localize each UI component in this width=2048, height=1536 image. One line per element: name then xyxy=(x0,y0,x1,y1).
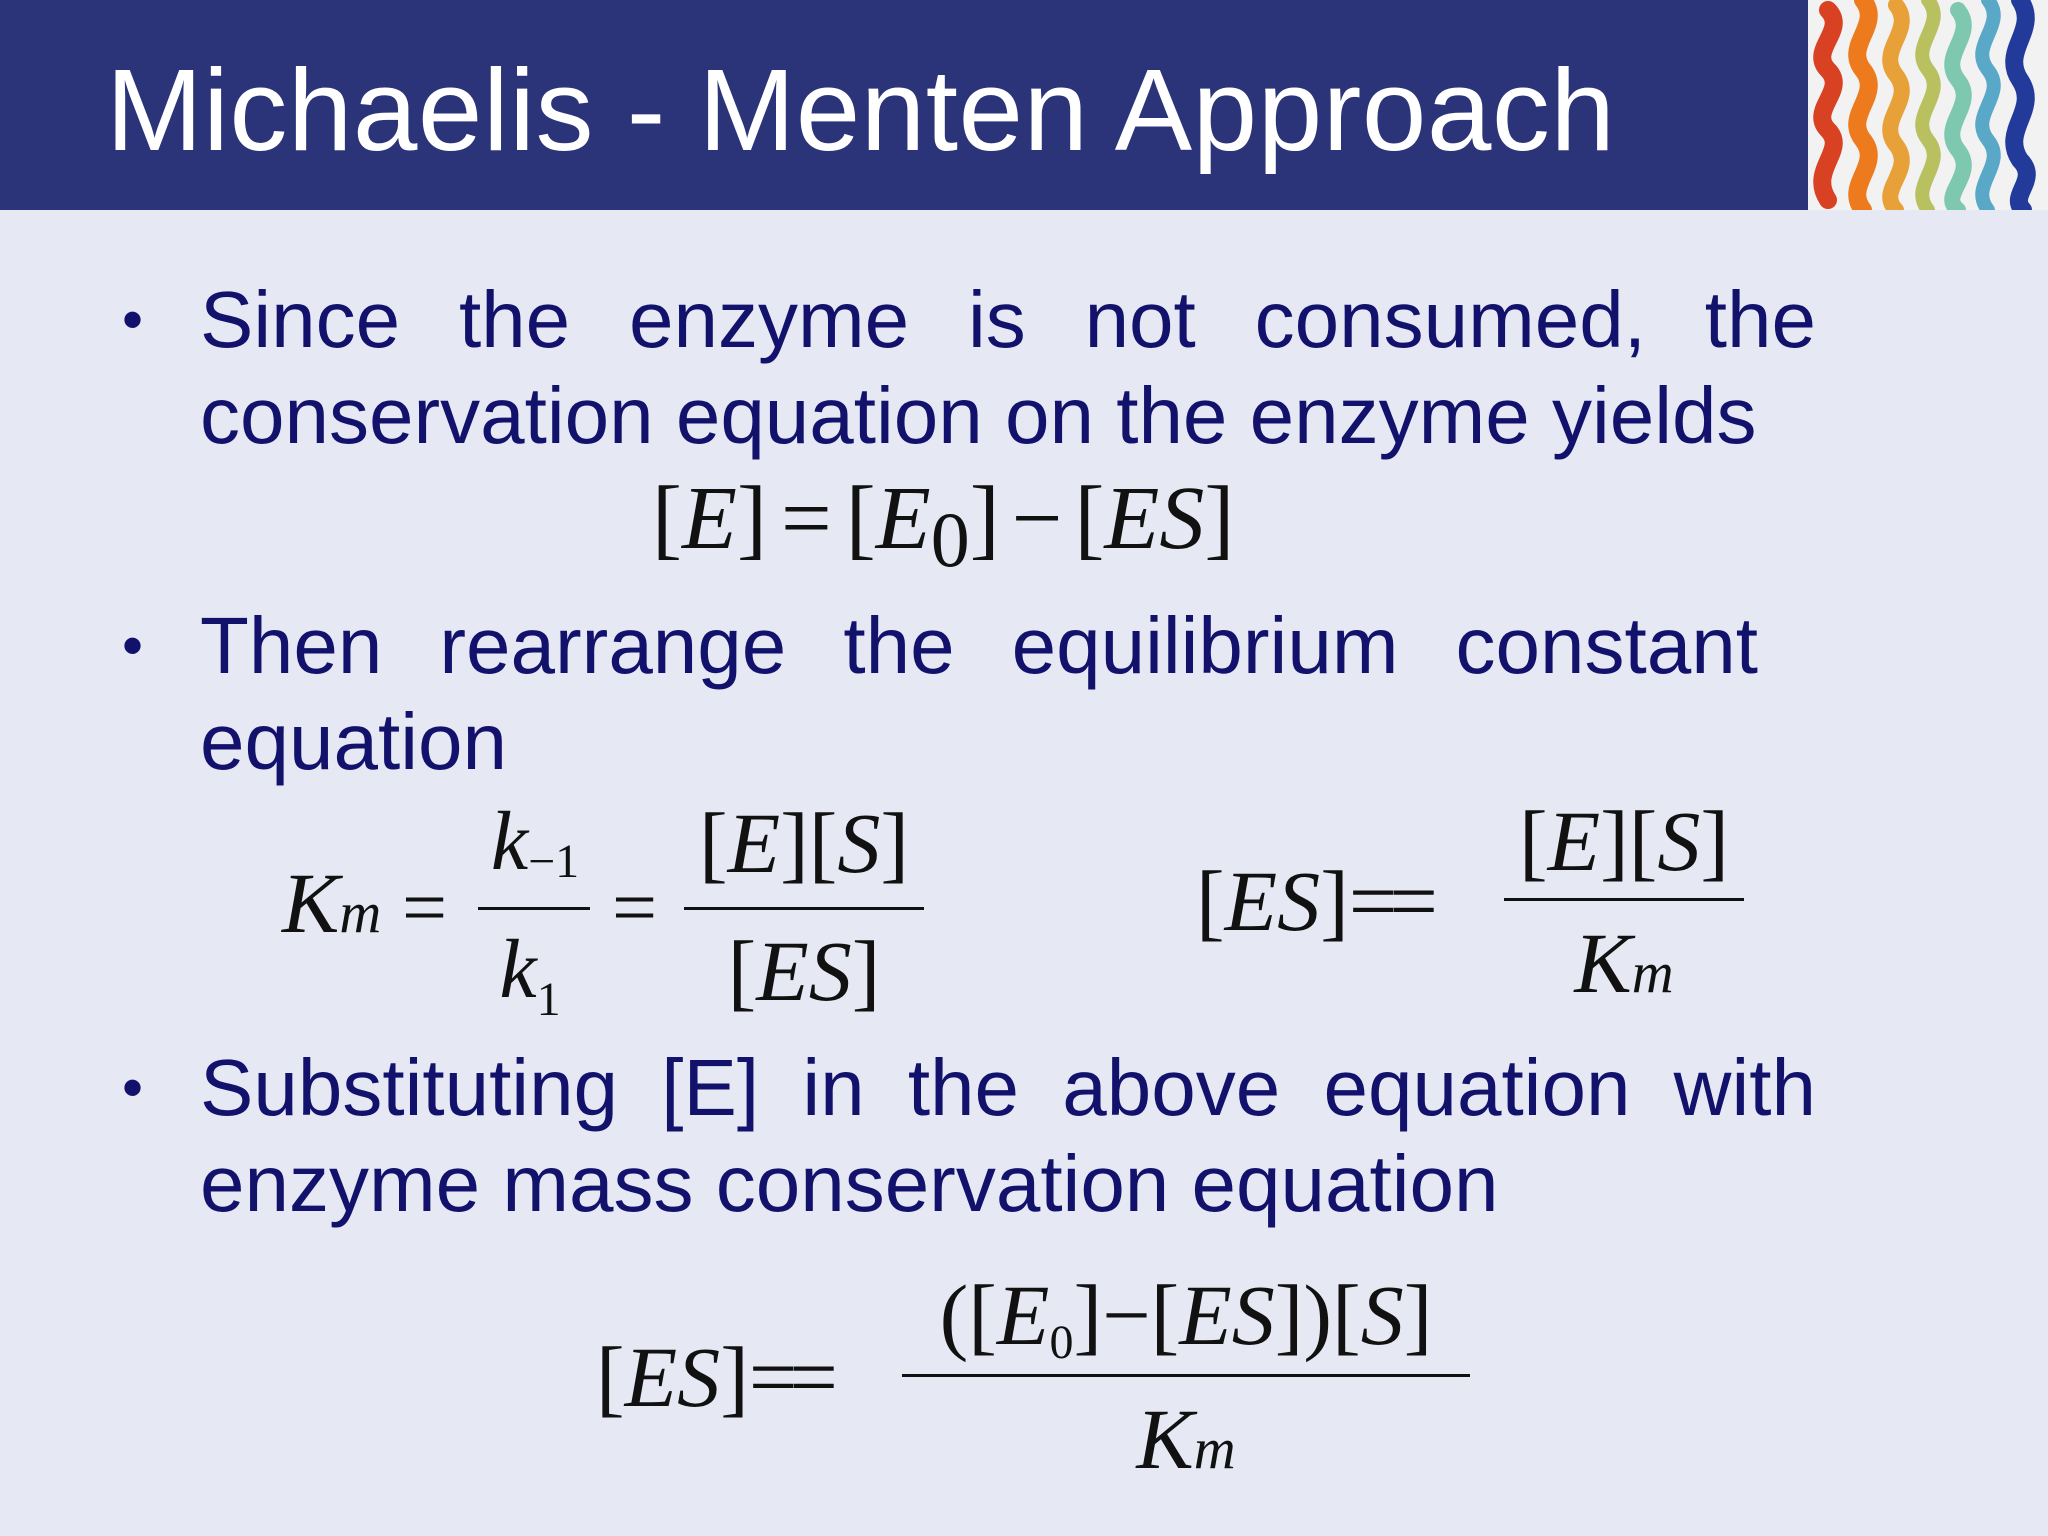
bullet-1-line-2: conservation equation on the enzyme yields xyxy=(200,371,1757,460)
protein-structure-image xyxy=(1808,0,2048,210)
word: Then xyxy=(200,601,383,690)
bullet-3-line-1 xyxy=(200,1040,1816,1136)
word: [E] xyxy=(661,1043,760,1132)
equation-enzyme-conservation: [E] = [E0] − [ES] xyxy=(652,469,1235,583)
bullet-dot: • xyxy=(122,612,144,679)
title-bar xyxy=(0,0,2048,210)
word: the xyxy=(843,601,955,690)
equation-km-definition: Km = k−1 $k_1$ = [E][S] [ES] xyxy=(282,800,942,1030)
bullet-dot: • xyxy=(122,286,144,353)
bullet-3 xyxy=(122,1040,1822,1240)
bullet-2 xyxy=(122,598,1822,798)
word: above xyxy=(1062,1043,1281,1132)
word: with xyxy=(1673,1043,1816,1132)
word: consumed, xyxy=(1254,275,1646,364)
bullet-dot: • xyxy=(122,1054,144,1121)
word: Substituting xyxy=(200,1043,619,1132)
word: the xyxy=(458,275,571,364)
word: not xyxy=(1084,275,1196,364)
word: constant xyxy=(1455,601,1758,690)
word: in xyxy=(802,1043,865,1132)
bullet-1-line-1 xyxy=(200,272,1816,368)
word: rearrange xyxy=(439,601,787,690)
protein-structure-icon xyxy=(1808,0,2048,210)
slide-title: Michaelis - Menten Approach xyxy=(106,45,1616,175)
word: is xyxy=(967,275,1026,364)
word: equation xyxy=(1323,1043,1631,1132)
equation-es-expression: [ES]== [E][S] Km xyxy=(1196,798,1756,1008)
bullet-3-line-2: enzyme mass conservation equation xyxy=(200,1139,1499,1228)
word: the xyxy=(907,1043,1020,1132)
word: the xyxy=(1704,275,1816,364)
bullet-2-line-1 xyxy=(200,598,1758,694)
word: enzyme xyxy=(629,275,910,364)
equation-es-substituted: [ES]== ([E0]−[ES])[S] Km xyxy=(596,1272,1496,1492)
word: Since xyxy=(200,275,401,364)
bullet-1 xyxy=(122,272,1822,472)
word: equilibrium xyxy=(1011,601,1399,690)
bullet-2-line-2: equation xyxy=(200,697,507,786)
